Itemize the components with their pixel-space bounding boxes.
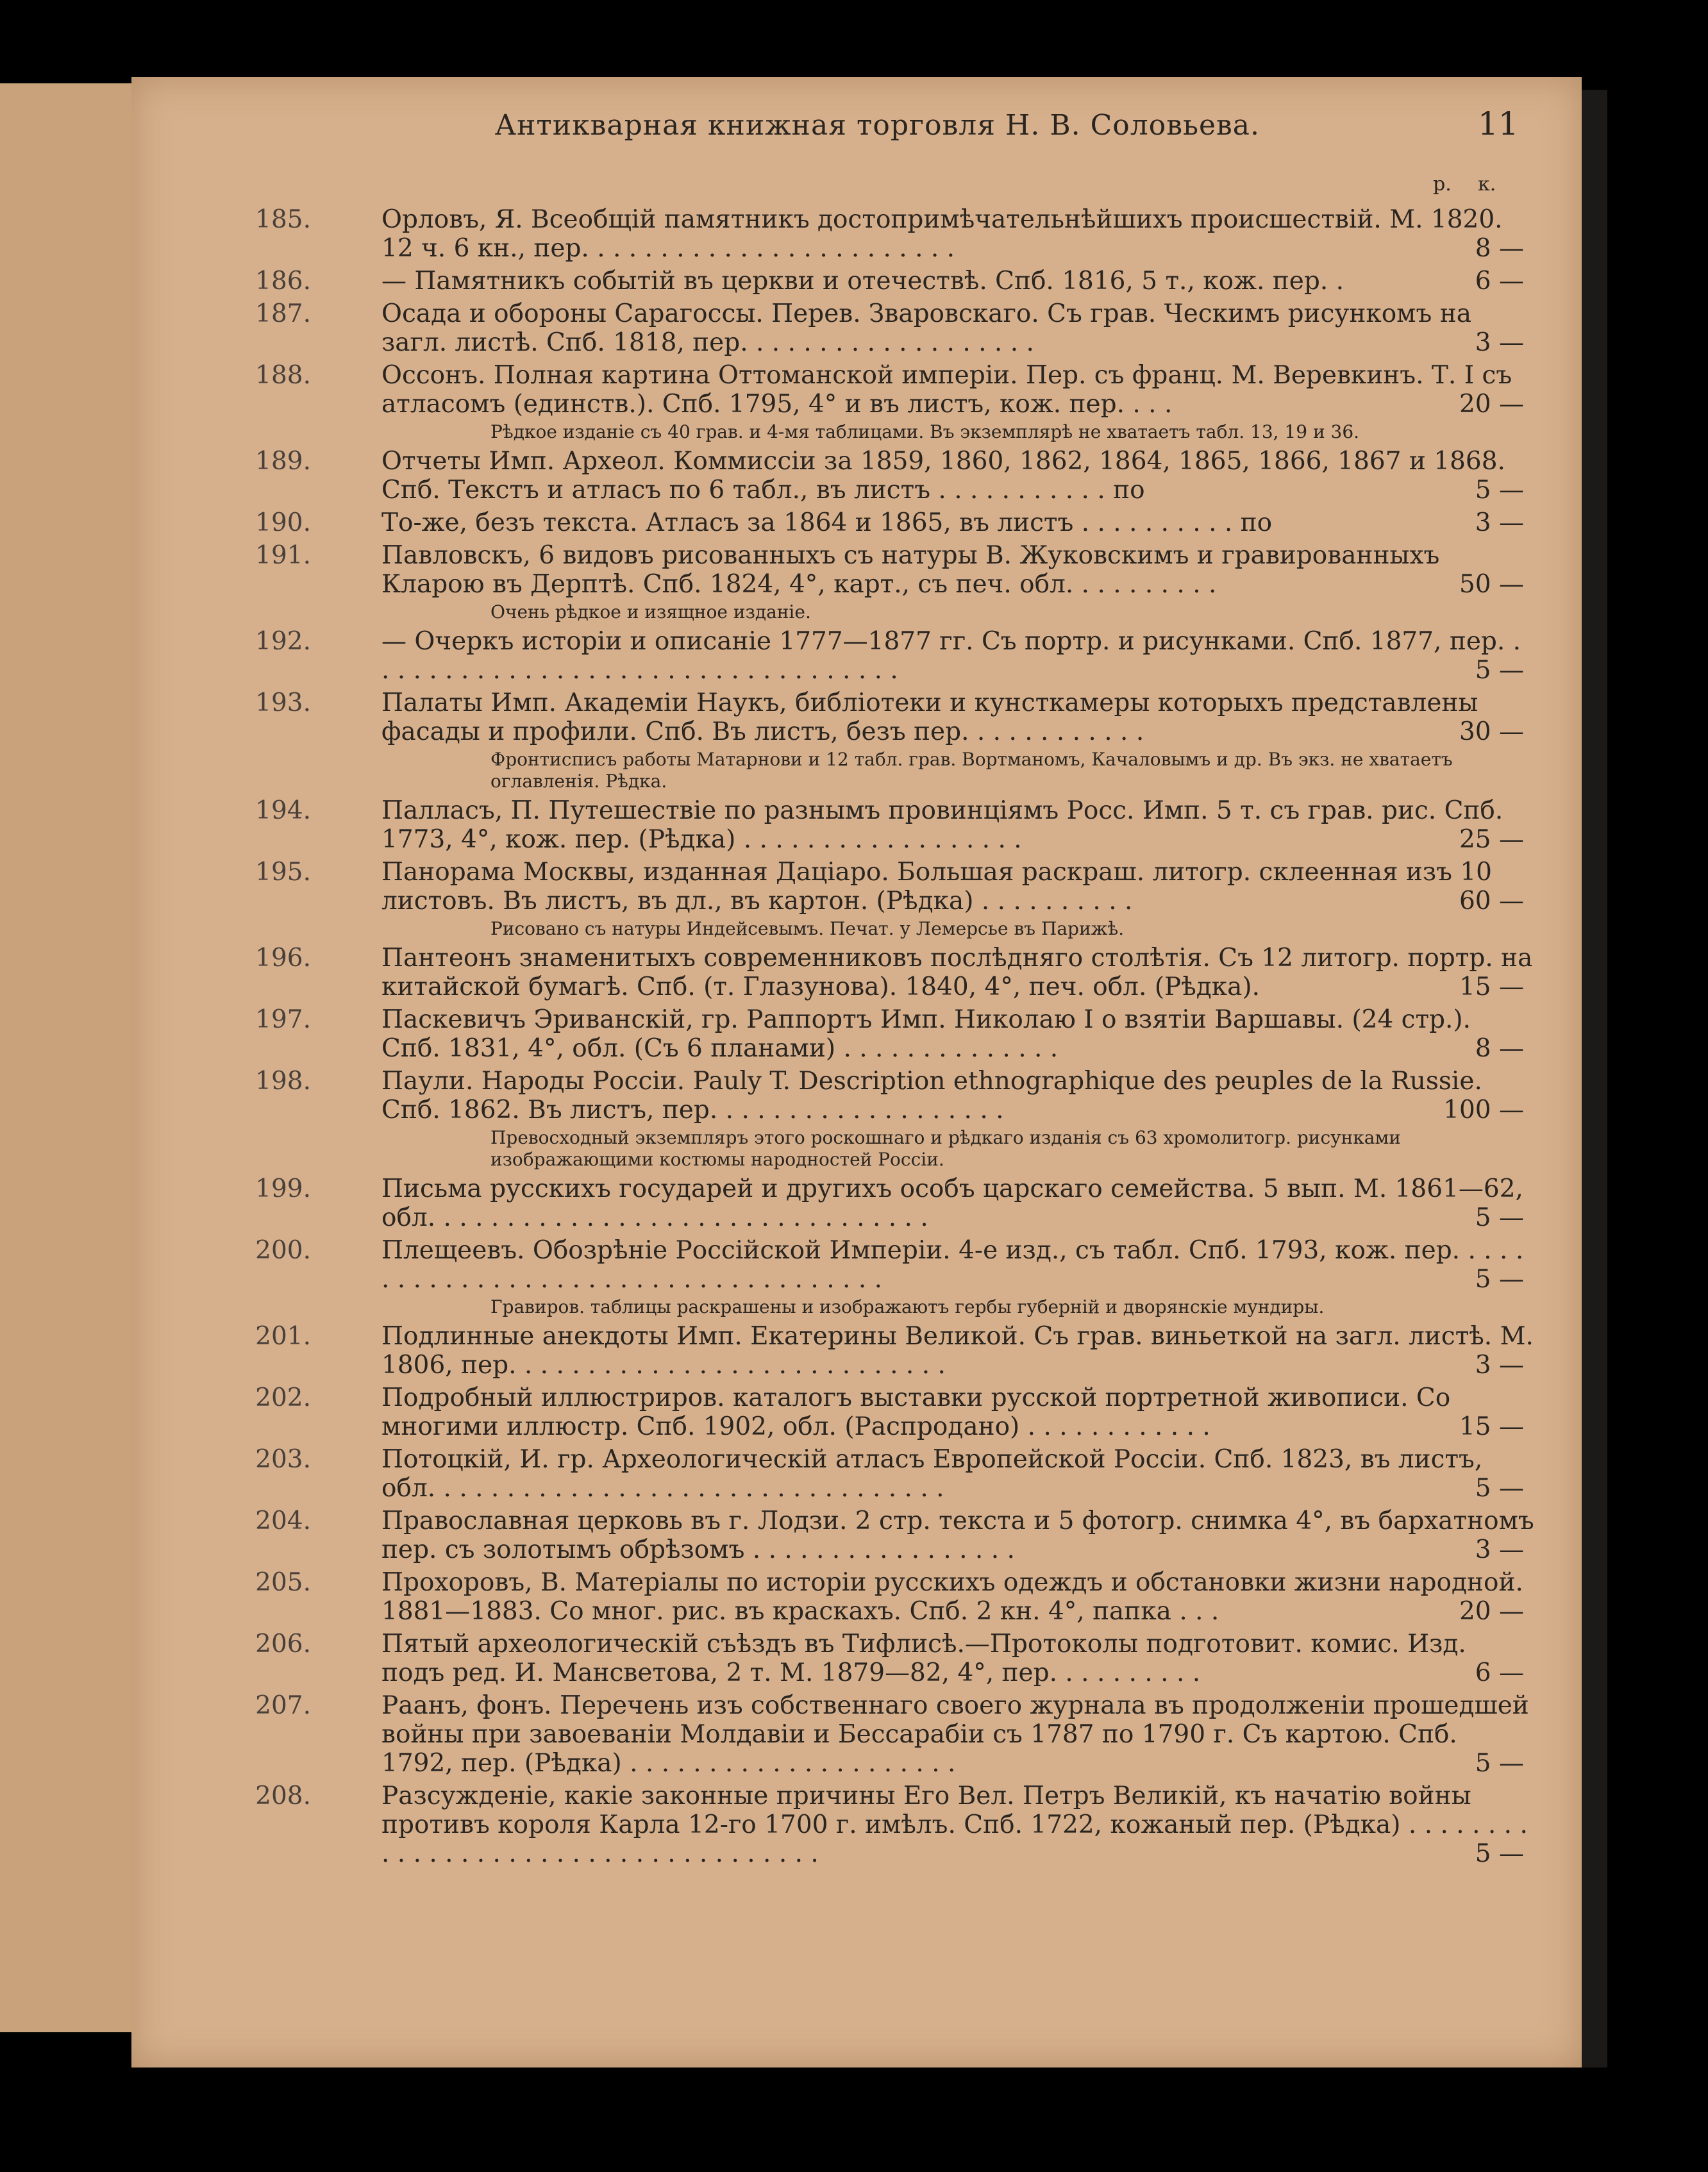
entry-number: 194.	[255, 796, 311, 825]
page-number: 11	[1478, 105, 1519, 142]
left-page-edge	[0, 83, 135, 2032]
entry-price: 8 —	[1475, 234, 1524, 263]
entry-price: 50 —	[1459, 570, 1524, 599]
entry-price: 5 —	[1475, 1265, 1524, 1294]
catalog-entry	[131, 1568, 1582, 1626]
entry-text: Палласъ, П. Путешествіе по разнымъ провинціямъ Росс. Имп. 5 т. съ грав. рис. Спб. 1773, 4°, кож. пер. (Рѣдка) . . . . . . . . . . . . . . . . . .	[381, 796, 1511, 854]
entry-number: 208.	[255, 1782, 311, 1810]
entry-price: 3 —	[1475, 1535, 1524, 1564]
entry-number: 188.	[255, 361, 311, 390]
entry-price: 3 —	[1475, 1351, 1524, 1380]
entry-text: — Очеркъ исторіи и описаніе 1777—1877 гг. Съ портр. и рисунками. Спб. 1877, пер. . . . . . . . . . . . . . . . . . . . . . . . . . . . . . . . . . .	[381, 627, 1529, 685]
entry-text: Разсужденіе, какіе законные причины Его Вел. Петръ Великій, къ начатію войны противъ короля Карла 12-го 1700 г. имѣлъ. Спб. 1722, кожаный пер. (Рѣдка) . . . . . . . . . . . . . . . . . . . . . . . . . . . . . . . . . . . .	[381, 1782, 1536, 1868]
entry-number: 205.	[255, 1568, 311, 1597]
catalog-entry	[131, 299, 1582, 357]
entry-number: 190.	[255, 508, 311, 537]
entry-number: 193.	[255, 689, 311, 717]
entry-price: 60 —	[1459, 887, 1524, 915]
entry-text: Орловъ, Я. Всеобщій памятникъ достопримѣчательнѣйшихъ происшествій. М. 1820. 12 ч. 6 кн., пер. . . . . . . . . . . . . . . . . . . . . . . .	[381, 205, 1511, 263]
entry-number: 207.	[255, 1691, 311, 1720]
entry-number: 203.	[255, 1445, 311, 1474]
entry-number: 197.	[255, 1005, 311, 1034]
catalog-entry	[131, 1630, 1582, 1687]
catalog-entry	[131, 508, 1582, 537]
entry-price: 5 —	[1475, 1474, 1524, 1503]
entry-note: Очень рѣдкое и изящное изданіе.	[490, 601, 811, 622]
entry-text: То-же, безъ текста. Атласъ за 1864 и 1865, въ листъ . . . . . . . . . . по	[381, 508, 1273, 537]
catalog-page	[131, 77, 1582, 2068]
entry-text: Пантеонъ знаменитыхъ современниковъ послѣдняго столѣтія. Съ 12 литогр. портр. на китайской бумагѣ. Спб. (т. Глазунова). 1840, 4°, печ. обл. (Рѣдка).	[381, 944, 1541, 1001]
entry-price: 5 —	[1475, 1203, 1524, 1232]
catalog-entry	[131, 447, 1582, 505]
kopecks-column-header: к.	[1478, 173, 1496, 196]
entry-number: 195.	[255, 858, 311, 887]
catalog-entry	[131, 1383, 1582, 1441]
catalog-entry	[131, 541, 1582, 623]
entry-text: Потоцкій, И. гр. Археологическій атласъ Европейской Россіи. Спб. 1823, въ листъ, обл. . . . . . . . . . . . . . . . . . . . . . . . . . . . . . . . .	[381, 1445, 1491, 1503]
entry-text: Осада и обороны Сарагоссы. Перев. Зваровскаго. Съ грав. Ческимъ рисункомъ на загл. листѣ. Спб. 1818, пер. . . . . . . . . . . . . . . . . . .	[381, 299, 1480, 357]
catalog-entry	[131, 1322, 1582, 1380]
entry-text: Православная церковь въ г. Лодзи. 2 стр. текста и 5 фотогр. снимка 4°, въ бархатномъ пер. съ золотымъ обрѣзомъ . . . . . . . . . . . . . . . . .	[381, 1507, 1543, 1564]
entry-note: Фронтисписъ работы Матарнови и 12 табл. грав. Вортманомъ, Качаловымъ и др. Въ экз. не хватаетъ оглавленія. Рѣдка.	[490, 749, 1453, 792]
entry-note: Превосходный экземпляръ этого роскошнаго и рѣдкаго изданія съ 63 хромолитогр. рисунками изображающими костюмы народностей Россіи.	[490, 1127, 1401, 1170]
entry-text: Павловскъ, 6 видовъ рисованныхъ съ натуры В. Жуковскимъ и гравированныхъ Кларою въ Дерптѣ. Спб. 1824, 4°, карт., съ печ. обл. . . . . . . . . .	[381, 541, 1448, 599]
catalog-entry	[131, 1445, 1582, 1503]
entry-price: 5 —	[1475, 476, 1524, 505]
entry-number: 186.	[255, 267, 311, 296]
entry-price: 15 —	[1459, 1412, 1524, 1441]
catalog-entry	[131, 944, 1582, 1001]
running-head: Антикварная книжная торговля Н. В. Соловьева.	[494, 109, 1260, 142]
entry-number: 200.	[255, 1236, 311, 1265]
entry-price: 6 —	[1475, 1658, 1524, 1687]
entry-text: Подлинные анекдоты Имп. Екатерины Великой. Съ грав. виньеткой на загл. листѣ. М. 1806, пер. . . . . . . . . . . . . . . . . . . . . . . . . . . .	[381, 1322, 1542, 1380]
entry-price: 8 —	[1475, 1034, 1524, 1063]
entry-number: 202.	[255, 1383, 311, 1412]
catalog-entry	[131, 1236, 1582, 1318]
entry-text: Раанъ, фонъ. Перечень изъ собственнаго своего журнала въ продолженіи прошедшей войны при завоеваніи Молдавіи и Бессарабіи съ 1787 по 1790 г. Съ картою. Спб. 1792, пер. (Рѣдка) . . . . . . . . . . . . . . . . . . . . .	[381, 1691, 1537, 1778]
entry-number: 189.	[255, 447, 311, 476]
page-stack-edge	[1582, 90, 1607, 2068]
entry-note: Гравиров. таблицы раскрашены и изображаютъ гербы губерній и дворянскіе мундиры.	[490, 1296, 1325, 1317]
catalog-entry	[131, 1005, 1582, 1063]
catalog-entry	[131, 858, 1582, 940]
catalog-entry	[131, 1067, 1582, 1171]
entry-price: 100 —	[1443, 1096, 1524, 1124]
entry-number: 192.	[255, 627, 311, 656]
entry-number: 199.	[255, 1174, 311, 1203]
entry-text: Палаты Имп. Академіи Наукъ, библіотеки и кунсткамеры которыхъ представлены фасады и профили. Спб. Въ листъ, безъ пер. . . . . . . . . . . .	[381, 689, 1486, 746]
entry-price: 25 —	[1459, 825, 1524, 854]
entry-text: Плещеевъ. Обозрѣніе Россійской Имперіи. 4-е изд., съ табл. Спб. 1793, кож. пер. . . . . . . . . . . . . . . . . . . . . . . . . . . . . . . . . . . . .	[381, 1236, 1532, 1294]
entry-number: 198.	[255, 1067, 311, 1096]
catalog-entry	[131, 1507, 1582, 1564]
entry-text: Письма русскихъ государей и другихъ особъ царскаго семейства. 5 вып. М. 1861—62, обл. . . . . . . . . . . . . . . . . . . . . . . . . . . . . . . .	[381, 1174, 1532, 1232]
entry-text: Паули. Народы Россіи. Pauly T. Description ethnographique des peuples de la Russie. Спб. 1862. Въ листъ, пер. . . . . . . . . . . . . . . . . . .	[381, 1067, 1491, 1124]
entry-text: Паскевичъ Эриванскій, гр. Раппортъ Имп. Николаю I о взятіи Варшавы. (24 стр.). Спб. 1831, 4°, обл. (Съ 6 планами) . . . . . . . . . . . . . .	[381, 1005, 1479, 1063]
entry-text: Прохоровъ, В. Матеріалы по исторіи русскихъ одеждъ и обстановки жизни народной. 1881—1883. Со мног. рис. въ краскахъ. Спб. 2 кн. 4°, папка . . .	[381, 1568, 1532, 1626]
entry-number: 196.	[255, 944, 311, 973]
entry-number: 191.	[255, 541, 311, 570]
entry-text: Оссонъ. Полная картина Оттоманской имперіи. Пер. съ франц. М. Веревкинъ. Т. I съ атласомъ (единств.). Спб. 1795, 4° и въ листъ, кож. пер. . . .	[381, 361, 1520, 419]
entry-price: 15 —	[1459, 973, 1524, 1001]
entry-text: Подробный иллюстриров. каталогъ выставки русской портретной живописи. Со многими иллюстр. Спб. 1902, обл. (Распродано) . . . . . . . . . . . .	[381, 1383, 1459, 1441]
entry-price: 3 —	[1475, 508, 1524, 537]
entry-price: 3 —	[1475, 328, 1524, 357]
entry-price: 5 —	[1475, 1839, 1524, 1868]
catalog-entry	[131, 361, 1582, 443]
entry-text: Отчеты Имп. Археол. Коммиссіи за 1859, 1860, 1862, 1864, 1865, 1866, 1867 и 1868. Спб. Текстъ и атласъ по 6 табл., въ листъ . . . . . . . . . . . по	[381, 447, 1514, 505]
entry-number: 206.	[255, 1630, 311, 1658]
entry-number: 185.	[255, 205, 311, 234]
entry-text: — Памятникъ событій въ церкви и отечествѣ. Спб. 1816, 5 т., кож. пер. .	[381, 267, 1344, 296]
entry-note: Рѣдкое изданіе съ 40 грав. и 4-мя таблицами. Въ экземплярѣ не хватаетъ табл. 13, 19 и 36.	[490, 421, 1360, 442]
catalog-entry	[131, 1174, 1582, 1232]
entry-number: 187.	[255, 299, 311, 328]
catalog-entries	[131, 205, 1582, 1872]
entry-price: 20 —	[1459, 390, 1524, 419]
catalog-entry	[131, 1691, 1582, 1778]
entry-price: 6 —	[1475, 267, 1524, 296]
entry-price: 5 —	[1475, 656, 1524, 685]
entry-number: 204.	[255, 1507, 311, 1535]
entry-text: Панорама Москвы, изданная Даціаро. Большая раскраш. литогр. склеенная изъ 10 листовъ. Въ листъ, въ дл., въ картон. (Рѣдка) . . . . . . . . . .	[381, 858, 1500, 915]
entry-price: 5 —	[1475, 1749, 1524, 1778]
catalog-entry	[131, 627, 1582, 685]
catalog-entry	[131, 205, 1582, 263]
entry-price: 20 —	[1459, 1597, 1524, 1626]
rubles-column-header: р.	[1433, 173, 1452, 196]
entry-note: Рисовано съ натуры Индейсевымъ. Печат. у Лемерсье въ Парижѣ.	[490, 918, 1125, 939]
entry-number: 201.	[255, 1322, 311, 1351]
catalog-entry	[131, 267, 1582, 296]
entry-text: Пятый археологическій съѣздъ въ Тифлисѣ.—Протоколы подготовит. комис. Изд. подъ ред. И. Мансветова, 2 т. М. 1879—82, 4°, пер. . . . . . . . . .	[381, 1630, 1475, 1687]
catalog-entry	[131, 689, 1582, 792]
catalog-entry	[131, 1782, 1582, 1868]
entry-price: 30 —	[1459, 717, 1524, 746]
catalog-entry	[131, 796, 1582, 854]
